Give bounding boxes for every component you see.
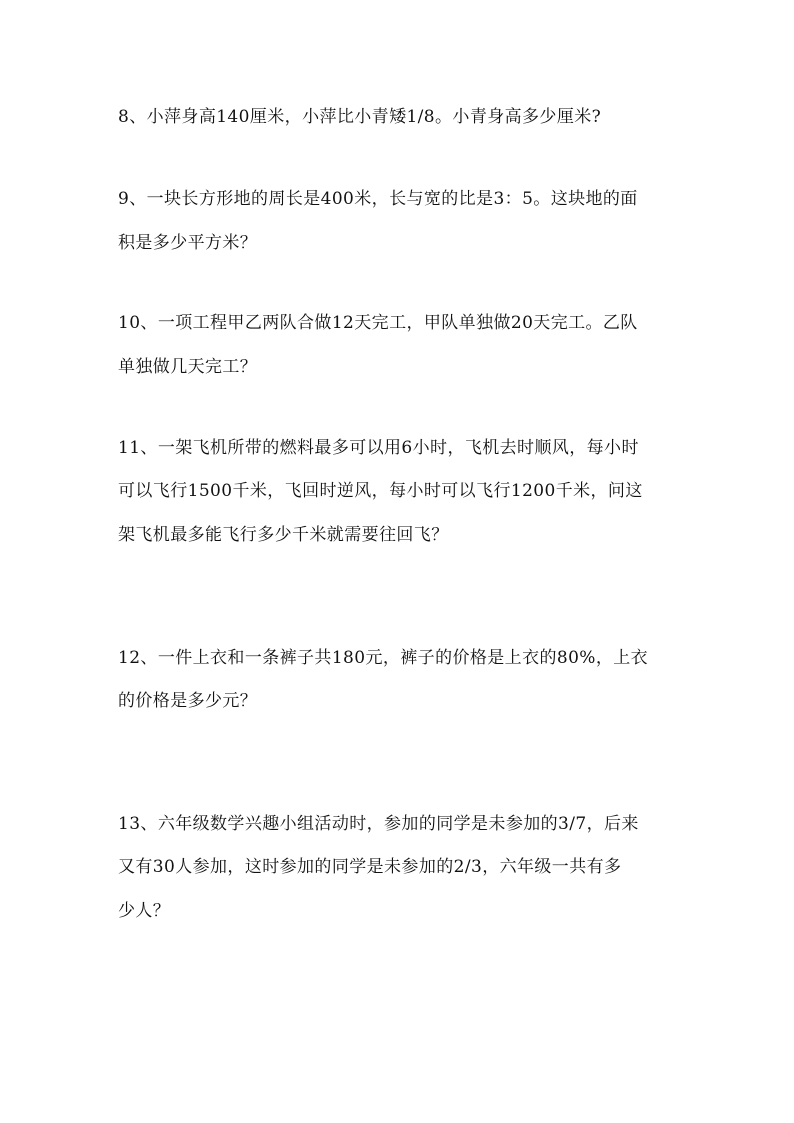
problem-11-line-3: 架飞机最多能飞行多少千米就需要往回飞？ (118, 525, 449, 545)
problem-12-line-2: 的价格是多少元？ (118, 691, 258, 711)
problem-8-line-1: 8、小萍身高140厘米，小萍比小青矮1/8。小青身高多少厘米? (118, 107, 602, 127)
problem-10-line-2: 单独做几天完工？ (118, 357, 258, 377)
problem-11-line-2: 可以飞行1500千米，飞回时逆风，每小时可以飞行1200千米，问这 (118, 481, 643, 501)
problem-11-line-1: 11、一架飞机所带的燃料最多可以用6小时，飞机去时顺风，每小时 (118, 438, 639, 458)
problem-13-line-1: 13、六年级数学兴趣小组活动时，参加的同学是未参加的3/7，后来 (118, 814, 639, 834)
problem-9-line-1: 9、一块长方形地的周长是400米，长与宽的比是3：5。这块地的面 (118, 189, 638, 209)
problem-10-line-1: 10、一项工程甲乙两队合做12天完工，甲队单独做20天完工。乙队 (118, 313, 638, 333)
problem-9-line-2: 积是多少平方米？ (118, 233, 258, 253)
problem-13-line-3: 少人？ (118, 901, 171, 921)
problem-13-line-2: 又有30人参加，这时参加的同学是未参加的2/3，六年级一共有多 (118, 857, 622, 877)
problem-12-line-1: 12、一件上衣和一条裤子共180元，裤子的价格是上衣的80%，上衣 (118, 648, 649, 668)
